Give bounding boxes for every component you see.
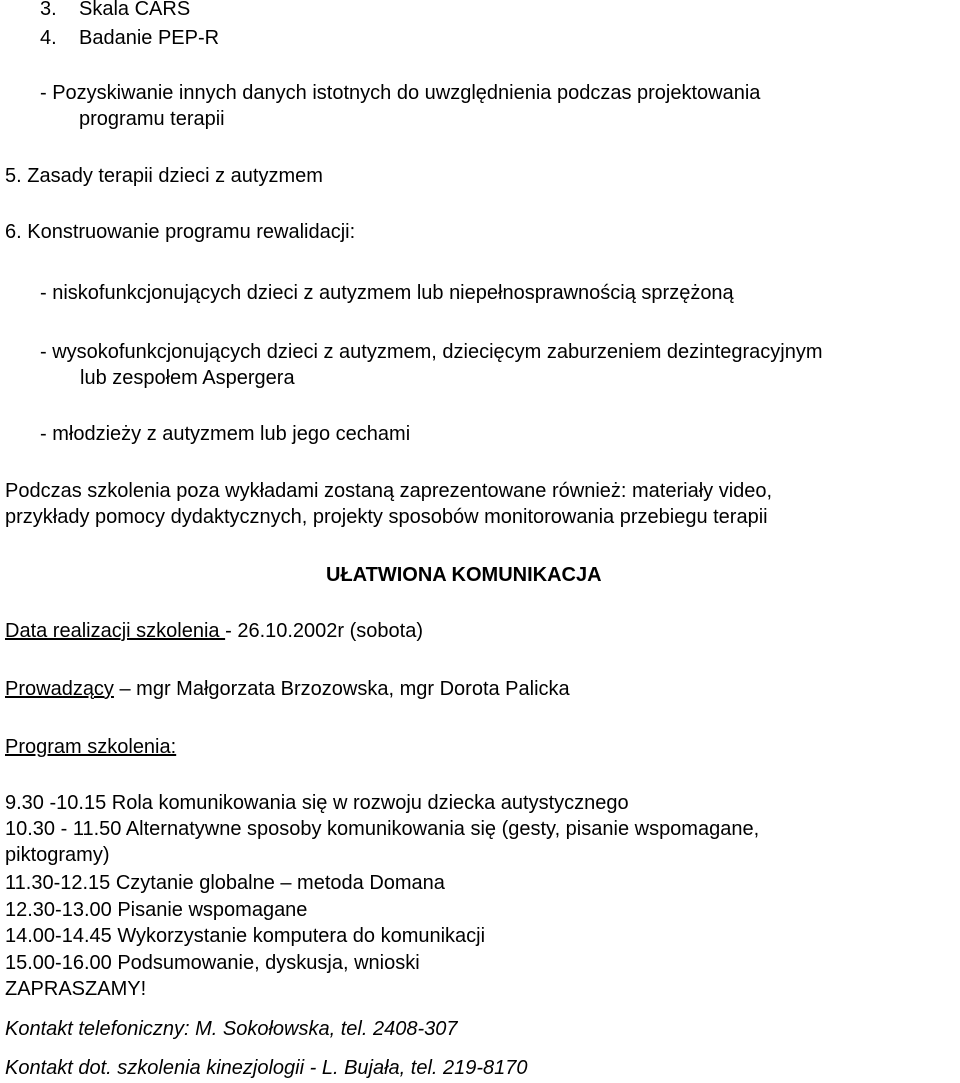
schedule-item: 9.30 -10.15 Rola komunikowania się w rozwoju dziecka autystycznego	[5, 792, 629, 814]
paragraph-line: przykłady pomocy dydaktycznych, projekty sposobów monitorowania przebiegu terapii	[5, 506, 768, 528]
schedule-item: 12.30-13.00 Pisanie wspomagane	[5, 899, 308, 921]
date-row	[5, 619, 423, 643]
schedule-item: 15.00-16.00 Podsumowanie, dyskusja, wnioski	[5, 952, 420, 974]
section-item-5: 5. Zasady terapii dzieci z autyzmem	[5, 165, 323, 187]
list-item: 4. Badanie PEP-R	[40, 27, 220, 49]
invitation: ZAPRASZAMY!	[5, 978, 147, 1000]
schedule-item-continuation: piktogramy)	[5, 844, 110, 866]
date-value: - 26.10.2002r (sobota)	[225, 620, 424, 642]
paragraph-line: Podczas szkolenia poza wykładami zostaną zaprezentowane również: materiały video,	[5, 480, 773, 502]
bullet-item: - niskofunkcjonujących dzieci z autyzmem lub niepełnosprawnością sprzężoną	[40, 282, 734, 304]
section-item-6: 6. Konstruowanie programu rewalidacji:	[5, 221, 356, 243]
bullet-item-continuation: lub zespołem Aspergera	[80, 367, 295, 389]
bullet-item: - młodzieży z autyzmem lub jego cechami	[40, 423, 411, 445]
paragraph-line: programu terapii	[79, 108, 225, 130]
program-label: Program szkolenia:	[5, 736, 177, 758]
paragraph-line: - Pozyskiwanie innych danych istotnych do uwzględnienia podczas projektowania	[40, 82, 761, 104]
contact-phone: Kontakt telefoniczny: M. Sokołowska, tel. 2408-307	[5, 1018, 458, 1040]
lead-label: Prowadzący	[5, 678, 114, 700]
list-item: 3. Skala CARS	[40, 0, 191, 20]
date-label: Data realizacji szkolenia	[5, 620, 226, 642]
contact-kinesiology: Kontakt dot. szkolenia kinezjologii - L. Bujała, tel. 219-8170	[5, 1057, 528, 1079]
lead-row	[5, 677, 570, 701]
schedule-item: 10.30 - 11.50 Alternatywne sposoby komunikowania się (gesty, pisanie wspomagane,	[5, 818, 760, 840]
schedule-item: 14.00-14.45 Wykorzystanie komputera do komunikacji	[5, 925, 486, 947]
schedule-item: 11.30-12.15 Czytanie globalne – metoda Domana	[5, 872, 445, 894]
lead-value: – mgr Małgorzata Brzozowska, mgr Dorota Palicka	[113, 678, 570, 700]
bullet-item: - wysokofunkcjonujących dzieci z autyzmem, dziecięcym zaburzeniem dezintegracyjnym	[40, 341, 823, 363]
section-title: UŁATWIONA KOMUNIKACJA	[326, 564, 602, 586]
